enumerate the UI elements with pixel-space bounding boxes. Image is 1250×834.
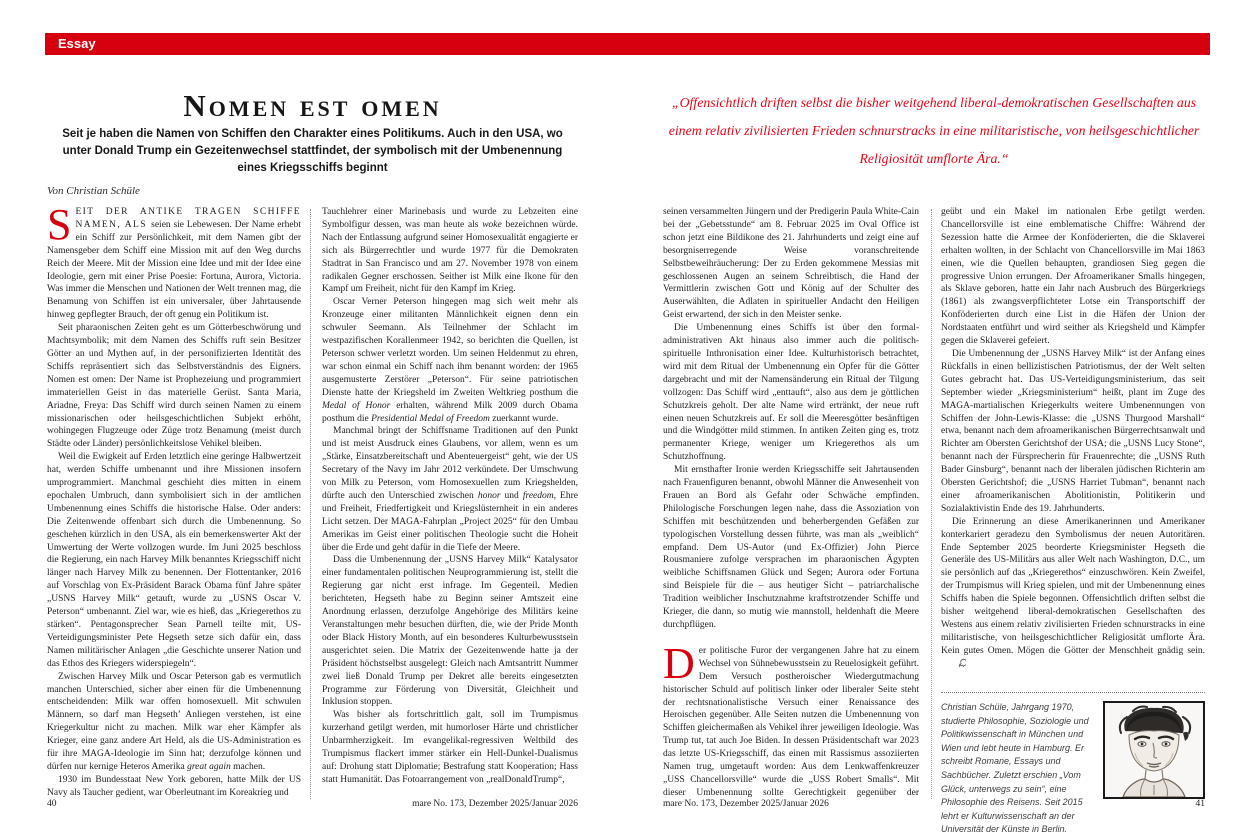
section-bar [45,33,1210,55]
text-column-3 [663,206,919,802]
pull-quote: „Offensichtlich driften selbst die bisher weitgehend liberal-demokratischen Gesellschaften aus einem relativ zivilisierten Frieden schnurstracks in eine militaristische, von heilsgeschichtlicher Religiosität umflorte Ära.“ [668,95,1200,166]
paragraph-continuation: seinen versammelten Jüngern und der Predigerin Paula White-Cain bei der „Gebetsstunde“ am 8. Februar 2025 im Oval Office ist schon jetzt eine Bildikone des 21. Jahrhunderts und zeigt eine auf besorgniserregende Weise voranschreitende Selbstbeweihräucherung: Der zu Erden gekommene Messias mit geschlossenen Augen an seinem Schreibtisch, die Hand der Vermittlerin zwischen Gott und König auf der Schulter des Auserwählten, die Adlaten in spiritueller Andacht den Heiligen Geist erwartend, der sich in den Meister senke. [663,207,919,321]
issue-line-right: mare No. 173, Dezember 2025/Januar 2026 [663,799,829,809]
author-portrait-sketch [1103,701,1205,799]
paragraph [941,516,1205,672]
byline: Von Christian Schüle [47,185,140,197]
column-divider [310,209,311,799]
paragraph: Weil die Ewigkeit auf Erden letztlich eine geringe Halbwertzeit hat, werden Schiffe umbenannt und ihre Missionen insofern umprogrammiert. Manchmal geschieht dies mitten in einem epochalen Umbruch, dann symbolisiert sich in der amtlichen Umbenennung eines Schiffs die historische Halse. Oder anders: Die Zeitenwende offenbart sich durch die Umbenennung. So geschehen kürzlich in den USA, als ein bemerkenswerter Akt der Umwertung der Werte vollzogen wurde. Im Juni 2025 beschloss die Regierung, ein nach Harvey Milk benanntes Kriegsschiff nicht länger nach Harvey Milk zu benennen. Der Flottentanker, 2016 auf Vorschlag von Ex-Präsident Barack Obama fünf Jahre später „USNS Harvey Milk“ getauft, wurde zu „USNS Oscar V. Peterson“ umbenannt. Ziel war, wie es hieß, das „Kriegerethos zu stärken“. Pentagonsprecher Sean Parnell teilte mit, US-Verteidigungsminister Pete Hegseth setze sich dafür ein, dass Namen militärischer Anlagen „die Geschichte unserer Nation und das Ethos des Kriegers widerspiegeln“. [47,452,301,669]
text-column-2 [322,206,578,802]
author-bio-box [941,692,1205,834]
paragraph-text: seien sie Lebewesen. Der Name erhebt ein Schiff zur Persönlichkeit, mit dem Namen gibt der Namensgeber dem Schiff eine Mission mit auf den Weg durchs Reich der Meere. Mit der Mission eine Idee und mit der Idee eine Ideologie, gern mit einer Prise Poesie: Fortuna, Aurora, Victoria. Was immer die Menschen und Nationen der Welt trennen mag, die Benamung von Schiffen ist ein universaler, über Jahrtausende hinweg gepflegter Brauch, der oft genug ein Politikum ist. [47,219,301,321]
drop-cap-d: D [663,638,695,688]
paragraph-continuation: geübt und ein Makel im nationalen Erbe getilgt werden. Chancellorsville ist eine emblematische Chiffre: Während der Sezession hatte die Armee der Konföderierten, die die Sklaverei erhalten wollten, in der Schlacht von Chancellorsville im Mai 1863 einen, wie die Quellen behaupten, grandiosen Sieg gegen die progressive Union errungen. Der Afroamerikaner Smalls hingegen, als Sklave geboren, hatte ein Jahr nach Ausbruch des Bürgerkriegs (1861) als zwangsverpflichteter Lotse ein Transportschiff der Konföderierten durch eine List in die Häfen der Union der Nordstaaten entführt und wird seither als Kriegsheld und Kämpfer gegen die Sklaverei gefeiert. [941,207,1205,347]
text-column-1 [47,206,301,802]
paragraph: Zwischen Harvey Milk und Oscar Peterson gab es vermutlich manchen Unterschied, sicher aber einen für die Umbenennung entscheidenden: Milk war offen homosexuell. Mit schwulen Männern, so darf man Hegseth’ Anliegen verstehen, ist eine Kriegerkultur nicht zu machen. Milk war eher Kämpfer als Krieger, eine ganz andere Art Held, als die US-Administration es für ihre MAGA-Ideologie im Sinn hat; derzufolge können und dürfen nur kernige Heteros Amerika great again machen. [47,671,301,772]
paragraph: Manchmal bringt der Schiffsname Traditionen auf den Punkt und ist meist Ausdruck eines Glaubens, vor allem, wenn es um „Stärke, Einsatzbereitschaft und Abenteuergeist“ geht, wie der US Secretary of the Navy im Jahr 2012 verkündete. Der Umschwung von Milk zu Peterson, vom Homosexuellen zum Kriegshelden, dürfte auch den Unterschied zwischen honor und freedom, Ehre und Freiheit, Friedfertigkeit und Kriegslüsternheit in ein anderes Licht setzen. Der MAGA-Fahrplan „Project 2025“ für den Umbau Amerikas im Geist einer politischen Theologie sucht die Hoheit über die Erde und geht dafür in die Tiefe der Meere. [322,426,578,553]
lead-in-caps: EIT DER ANTIKE TRAGEN SCHIFFE NAMEN, ALS [75,207,301,230]
page-number-right: 41 [1195,799,1205,809]
issue-line-left: mare No. 173, Dezember 2025/Januar 2026 [412,799,578,809]
column-divider [931,209,932,799]
paragraph: 1930 im Bundesstaat New York geboren, hatte Milk der US Navy als Taucher gedient, war Oberleutnant im Koreakrieg und [47,774,301,798]
drop-cap-s: S [47,206,72,249]
opening-paragraph [47,206,301,322]
paragraph-text: er politische Furor der vergangenen Jahre hat zu einem Wechsel von Sühnebewusstsein zu Reuelosigkeit geführt. Dem Versuch postheroischer Wiedergutmachung historischer Schuld auf politisch linker oder liberaler Seite steht der rechtsnationalistische Versuch einer Renaissance des Heroischen gegenüber. Alle Seiten nutzen die Umbenennung von Schiffen gleichermaßen als Vehikel ihrer jeweiligen Ideologie. Was Trump tut, tat auch Joe Biden. In dessen Präsidentschaft war 2023 das letzte US-Kriegsschiff, das einen mit Rassismus assoziierten Namen trug, umgetauft worden: Aus dem Lenkwaffenkreuzer „USS Chancellorsville“ wurde die „USS Robert Smalls“. Mit dieser Umbenennung sollte Gerechtigkeit gegenüber der [663,645,919,798]
section-paragraph [663,638,919,802]
paragraph-continuation: Tauchlehrer einer Marinebasis und wurde zu Lebzeiten eine Symbolfigur dessen, was man heute als woke bezeichnen würde. Nach der Entlassung aufgrund seiner Homosexualität engagierte er sich als Bürgerrechtler und wurde 1977 für die Demokraten Stadtrat in San Francisco und am 27. November 1978 von einem radikalen Gegner erschossen. Seither ist Milk eine Ikone für den Kampf um Freiheit, nicht für den Kampf im Krieg. [322,207,578,295]
paragraph: Die Umbenennung eines Schiffs ist über den formal-administrativen Akt hinaus also immer auch die politisch-spirituelle Inthronisation einer Idee. Kulturhistorisch betrachtet, wird mit dem Ritual der Umbenennung ein Opfer für die Götter dargebracht und mit der Namensänderung ein Ritual der Tilgung vollzogen: Das Schiff wird „enttauft“, also aus dem je göttlichen Schutzkreis geholt. Der alte Name wird ertränkt, der neue ruft einen neuen Schutzkreis auf. Er soll die Meeresgötter besänftigen und die Windgötter mild stimmen. In antiken Zeiten ging es, trotz permanenter Kriege, weniger um Kriegerethos als um Schutzhoffnung. [663,323,919,463]
section-label: Essay [58,36,96,51]
paragraph: Mit ernsthafter Ironie werden Kriegsschiffe seit Jahrtausenden nach Frauenfiguren benannt, obwohl Männer die Anwesenheit von Frauen an Bord als Gefahr oder Schwäche empfinden. Philologische Forschungen legen nahe, dass die Assoziation von Schiffen mit beschützenden und beherbergenden Gefäßen zur typologischen Vorstellung dessen führte, was man als „weiblich“ empfand. Dem US-Autor (und Ex-Offizier) John Pierce Rousmaniere zufolge versprachen im pharaonischen Ägypten weibliche Schiffsnamen Glück und Segen; Aurora oder Fortuna sind Beispiele für die – aus heutiger Sicht – patriarchalische Tradition weiblicher Inschutznahme kraftstrotzender Schiffe und Krieger, die dann, so mutig wie mannstoll, heldenhaft die Meere durchpflügen. [663,465,919,630]
author-bio-text: Christian Schüle, Jahrgang 1970, studierte Philosophie, Soziologie und Politikwissenschaft in München und Wien und lebt heute in Hamburg. Er schreibt Romane, Essays und Sachbücher. Zuletzt erschien „Vom Glück, unterwegs zu sein“, eine Philosophie des Reisens. Seit 2015 lehrt er Kulturwissenschaft an der Universität der Künste in Berlin. [941,702,1089,834]
paragraph: Was bisher als fortschrittlich galt, soll im Trumpismus kurzerhand getilgt werden, mit humorloser Härte und christlicher Unbarmherzigkeit. Im evangelikal-regressiven Weltbild des Trumpismus flackert immer stärker ein Hell-Dunkel-Dualismus auf: Drohung statt Diplomatie; Bestrafung statt Kooperation; Hass statt Humanität. Das Fotoarrangement von „realDonaldTrump“, [322,710,578,785]
shell-end-mark-icon [944,658,966,672]
paragraph: Seit pharaonischen Zeiten geht es um Götterbeschwörung und Machtsymbolik; mit dem Namen des Schiffs ruft sein Besitzer Götter an und Mythen auf, in der personifizierten Identität des Schiffs repräsentiert sich das Selbstverständnis des Eigners. Nomen est omen: Der Name ist Prophezeiung und programmiert immateriellen Geist in das materielle Gerüst. Santa Maria, Ariadne, Freya: Das Schiff wird durch seinen Namen zu einem missionarischen oder heilsgeschichtlichen Subjekt erhöht, wohingegen Flugzeuge oder Züge trotz Benamung (meist durch Städte oder Länder) persönlichkeitslose Vehikel bleiben. [47,323,301,450]
page-title: Nomen est omen [183,88,442,123]
subtitle: Seit je haben die Namen von Schiffen den Charakter eines Politikums. Auch in den USA, wo unter Donald Trump ein Gezeitenwechsel stattfindet, der symbolisch mit der Umbenennung eines Kriegsschiffs beginnt [62,128,563,174]
paragraph: Dass die Umbenennung der „USNS Harvey Milk“ Katalysator einer fundamentalen politischen Neuprogrammierung ist, stellt die Regierung gar nicht erst infrage. Im Gegenteil. Medien berichteten, Hegseth habe zu Beginn seiner Amtszeit eine Anordnung erlassen, derzufolge Angehörige des Militärs keine Veranstaltungen mehr besuchen dürften, die, wie der Pride Month oder Black History Month, auf ein besonderes Kulturbewusstsein ausgerichtet seien. Die Matrix der Gezeitenwende hatte ja der Präsident höchstselbst ausgelegt: Gleich nach Amtsantritt Nummer zwei ließ Donald Trump per Dekret alle bereits eingesetzten Programme zur Förderung von Diversität, Gleichheit und Inklusion stoppen. [322,555,578,708]
text-column-4 [941,206,1205,686]
paragraph-text: Die Erinnerung an diese Amerikanerinnen und Amerikaner konterkariert geradezu den Symbolismus der neuen Autoritären. Ende September 2025 beorderte Kriegsminister Hegseth die Generäle des US-Militärs aus aller Welt nach Washington, D.C., um sie persönlich auf das „Kriegerethos“ einzuschwören. Kein Zweifel, der Trumpismus will Krieg spielen, und mit der Umbenennung eines Schiffs haben die Spiele begonnen. Offensichtlich driften selbst die bisher weitgehend liberal-demokratischen Gesellschaften des Westens aus einem relativ zivilisierten Frieden schnurstracks in eine militaristische, von heilsgeschichtlicher Religiosität umflorte Ära. Kein gutes Omen. Mögen die Götter der Menschheit gnädig sein. [941,516,1205,656]
paragraph: Oscar Verner Peterson hingegen mag sich weit mehr als Kronzeuge einer militanten Männlichkeit eignen denn ein schwuler Seemann. Als Teilnehmer der Schlacht im westpazifischen Korallenmeer 1942, so berichten die Quellen, ist Peterson schwer verletzt worden. Um seinen Heldenmut zu ehren, war schon einmal ein Schiff nach ihm benannt worden: der 1965 ausgemusterte Zerstörer „Peterson“. Für seine patriotischen Dienste hatte der Kriegsheld im Zweiten Weltkrieg posthum die Medal of Honor erhalten, während Milk 2009 durch Obama posthum die Presidential Medal of Freedom zuerkannt wurde. [322,297,578,424]
page-number-left: 40 [47,799,57,809]
paragraph: Die Umbenennung der „USNS Harvey Milk“ ist der Anfang eines Rückfalls in einen bellizistischen Patriotismus, der der Welt selten Gutes gebracht hat. Das US-Verteidigungsministerium, das seit September wieder „Kriegsministerium“ heißt, plant im Zuge des MAGA-martialischen Kriegerkults weitere Umbenennungen von Schiffen der John-Lewis-Klasse: die „USNS Thurgood Marshall“ etwa, benannt nach dem afroamerikanischen Bürgerrechtsanwalt und Richter am Obersten Gerichtshof der USA; die „USNS Lucy Stone“, benannt nach der Fürsprecherin für Frauenrechte; die „USNS Ruth Bader Ginsburg“, benannt nach der liberalen jüdischen Richterin am Obersten Gerichtshof; die „USNS Harriet Tubman“, benannt nach einer afroamerikanischen Abolitionistin, Politikerin und Sozialaktivistin Ende des 19. Jahrhunderts. [941,348,1205,514]
